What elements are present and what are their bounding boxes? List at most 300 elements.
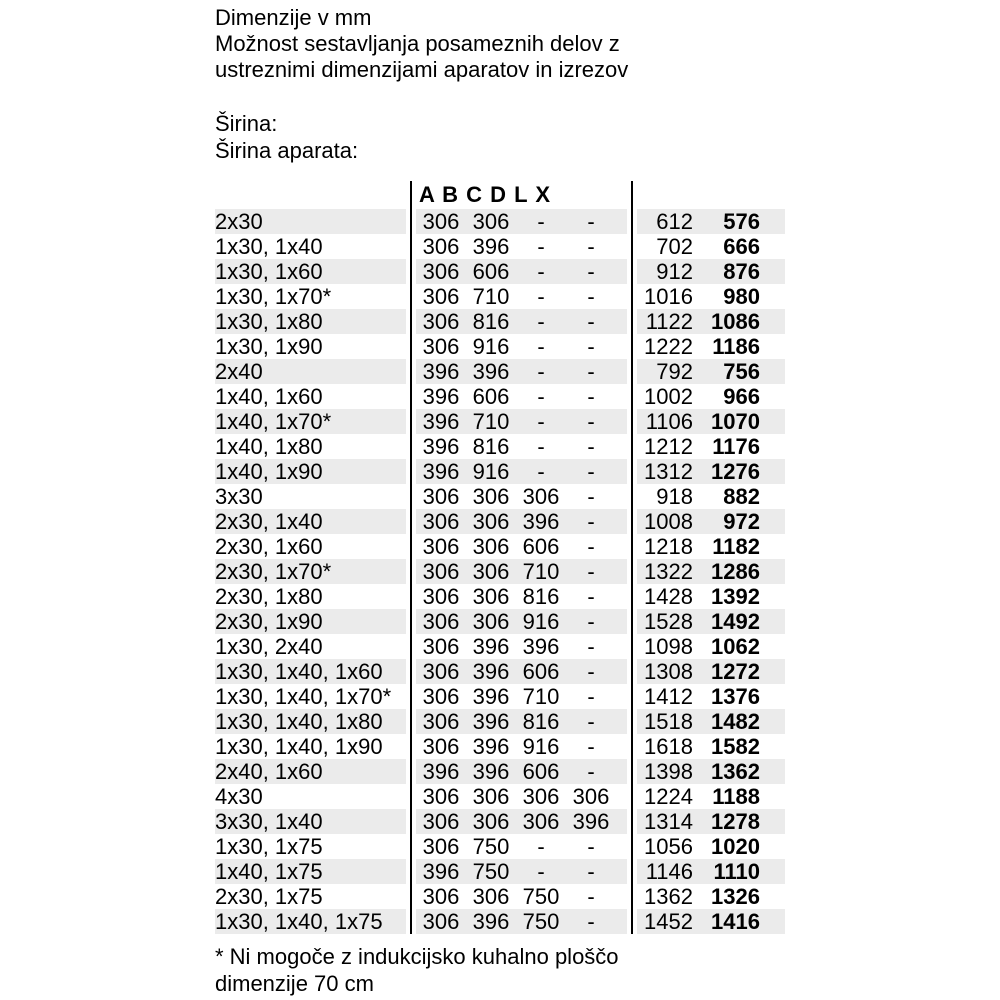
appliance-width-value: 972 — [693, 509, 760, 534]
col-b-value: 816 — [466, 309, 516, 334]
appliance-width-value: 1492 — [693, 609, 760, 634]
table-divider-line-right — [631, 181, 633, 934]
appliance-width-value: 1086 — [693, 309, 760, 334]
row-shading-filler — [616, 659, 627, 684]
col-a-value: 396 — [416, 359, 466, 384]
col-b-value: 306 — [472, 484, 510, 509]
col-a-value: 306 — [416, 609, 466, 634]
table-row — [215, 784, 785, 809]
combination-label: 1x30, 1x70* — [215, 284, 332, 309]
table-row — [215, 234, 785, 259]
col-c-value: - — [537, 284, 545, 309]
col-d-value: - — [566, 709, 616, 734]
row-shading-filler — [616, 809, 627, 834]
col-a-value: 396 — [416, 459, 466, 484]
column-header-letters: A B C D L X — [419, 182, 552, 207]
col-a-value: 306 — [422, 834, 460, 859]
col-a-value: 306 — [416, 209, 466, 234]
total-width-value: 1056 — [644, 834, 693, 859]
appliance-width-value: 1186 — [712, 334, 760, 359]
col-c-value: - — [537, 334, 545, 359]
appliance-width-value: 1362 — [693, 759, 760, 784]
col-d-value: - — [566, 309, 616, 334]
appliance-width-value: 876 — [693, 259, 760, 284]
table-row — [215, 459, 785, 484]
total-width-value: 918 — [656, 484, 693, 509]
col-c-value: - — [516, 409, 566, 434]
col-b-value: 396 — [466, 759, 516, 784]
row-shading-pad — [760, 209, 785, 234]
appliance-width-value: 1182 — [712, 534, 760, 559]
table-row — [215, 634, 785, 659]
col-b-value: 306 — [466, 559, 516, 584]
header-label-spacer — [215, 181, 406, 209]
total-width-value: 1122 — [637, 309, 693, 334]
appliance-width-value: 576 — [693, 209, 760, 234]
col-c-value: - — [516, 859, 566, 884]
header-right-spacer — [637, 181, 785, 209]
table-row — [215, 884, 785, 909]
total-width-value: 1362 — [644, 884, 693, 909]
width-label: Širina: — [215, 111, 278, 136]
col-c-value: - — [516, 309, 566, 334]
row-shading-filler — [616, 484, 627, 509]
total-width-value: 1528 — [637, 609, 693, 634]
col-d-value: - — [587, 334, 595, 359]
table-body — [215, 209, 785, 934]
col-c-value: 306 — [522, 484, 560, 509]
col-a-value: 306 — [422, 484, 460, 509]
row-shading-pad — [760, 284, 785, 309]
total-width-value: 792 — [637, 359, 693, 384]
total-width-value: 1222 — [644, 334, 693, 359]
combination-label: 2x30, 1x60 — [215, 534, 323, 559]
total-width-value: 1398 — [637, 759, 693, 784]
col-d-value: - — [587, 234, 595, 259]
table-row — [215, 684, 785, 709]
footnote — [215, 943, 619, 997]
col-d-value: - — [566, 609, 616, 634]
row-shading-filler — [616, 384, 627, 409]
col-a-value: 306 — [416, 909, 466, 934]
row-shading-filler — [616, 609, 627, 634]
col-d-value: - — [566, 759, 616, 784]
col-c-value: 606 — [522, 534, 560, 559]
appliance-width-value: 1272 — [693, 659, 760, 684]
col-d-value: - — [566, 559, 616, 584]
row-shading-filler — [616, 334, 627, 359]
table-row — [215, 659, 785, 684]
col-b-value: 396 — [466, 659, 516, 684]
col-d-value: - — [566, 509, 616, 534]
col-b-value: 396 — [466, 909, 516, 934]
row-shading-filler — [616, 834, 627, 859]
col-c-value: - — [537, 434, 545, 459]
col-c-value: 306 — [522, 784, 560, 809]
total-width-value: 912 — [637, 259, 693, 284]
col-d-value: - — [587, 534, 595, 559]
table-row — [215, 384, 785, 409]
combination-label: 1x30, 1x75 — [215, 834, 323, 859]
table-row — [215, 484, 785, 509]
table-row — [215, 559, 785, 584]
table-row — [215, 534, 785, 559]
col-d-value: - — [587, 434, 595, 459]
row-shading-pad — [760, 734, 785, 759]
table-row — [215, 259, 785, 284]
total-width-value: 1146 — [637, 859, 693, 884]
combination-label: 2x30, 1x75 — [215, 884, 323, 909]
appliance-width-value: 882 — [723, 484, 760, 509]
footnote-line-1: * Ni mogoče z indukcijsko kuhalno ploščo — [215, 944, 619, 969]
row-shading-filler — [616, 684, 627, 709]
table-row — [215, 809, 785, 834]
total-width-value: 1452 — [637, 909, 693, 934]
col-a-value: 306 — [422, 584, 460, 609]
col-b-value: 306 — [472, 884, 510, 909]
col-a-value: 396 — [416, 859, 466, 884]
col-a-value: 306 — [416, 259, 466, 284]
col-c-value: - — [537, 834, 545, 859]
col-a-value: 306 — [416, 559, 466, 584]
row-shading-filler — [616, 509, 627, 534]
combination-label: 1x30, 1x60 — [215, 259, 406, 284]
combination-label: 3x30, 1x40 — [215, 809, 406, 834]
total-width-value: 1618 — [644, 734, 693, 759]
col-c-value: - — [537, 234, 545, 259]
row-shading-pad — [760, 509, 785, 534]
row-shading-pad — [760, 309, 785, 334]
row-shading-pad — [760, 759, 785, 784]
col-b-value: 916 — [472, 334, 510, 359]
col-b-value: 306 — [466, 609, 516, 634]
row-shading-pad — [760, 634, 785, 659]
appliance-width-value: 1416 — [693, 909, 760, 934]
appliance-width-value: 966 — [723, 384, 760, 409]
col-d-value: - — [587, 834, 595, 859]
total-width-value: 1518 — [637, 709, 693, 734]
combination-label: 1x30, 1x40, 1x90 — [215, 734, 383, 759]
total-width-value: 702 — [656, 234, 693, 259]
appliance-width-value: 1326 — [711, 884, 760, 909]
combination-label: 1x40, 1x70* — [215, 409, 406, 434]
appliance-width-value: 1286 — [693, 559, 760, 584]
table-row — [215, 509, 785, 534]
row-shading-filler — [616, 884, 627, 909]
appliance-width-value: 1376 — [711, 684, 760, 709]
page-title — [215, 5, 628, 83]
row-shading-filler — [616, 759, 627, 784]
col-c-value: 396 — [516, 509, 566, 534]
row-shading-pad — [760, 534, 785, 559]
col-c-value: 816 — [522, 584, 560, 609]
title-line-1: Dimenzije v mm — [215, 5, 372, 30]
row-shading-filler — [616, 709, 627, 734]
appliance-width-value: 1020 — [711, 834, 760, 859]
appliance-width-value: 1276 — [693, 459, 760, 484]
row-shading-filler — [616, 784, 627, 809]
combination-label: 1x30, 1x90 — [215, 334, 323, 359]
table-row — [215, 584, 785, 609]
col-b-value: 396 — [466, 359, 516, 384]
col-b-value: 306 — [472, 534, 510, 559]
table-row — [215, 609, 785, 634]
col-c-value: 750 — [516, 909, 566, 934]
total-width-value: 1224 — [644, 784, 693, 809]
total-width-value: 1098 — [644, 634, 693, 659]
row-shading-pad — [760, 884, 785, 909]
row-shading-filler — [616, 534, 627, 559]
col-b-value: 396 — [466, 709, 516, 734]
table-row — [215, 859, 785, 884]
combination-label: 1x30, 2x40 — [215, 634, 323, 659]
appliance-width-value: 980 — [723, 284, 760, 309]
total-width-value: 1218 — [644, 534, 693, 559]
col-c-value: 916 — [516, 609, 566, 634]
col-a-value: 396 — [422, 434, 460, 459]
row-shading-pad — [760, 384, 785, 409]
table-row — [215, 709, 785, 734]
col-b-value: 750 — [472, 834, 510, 859]
appliance-width-value: 1188 — [712, 784, 760, 809]
total-width-value: 1212 — [644, 434, 693, 459]
col-d-value: - — [587, 484, 595, 509]
col-b-value: 396 — [472, 234, 510, 259]
col-a-value: 396 — [416, 409, 466, 434]
col-b-value: 606 — [472, 384, 510, 409]
appliance-width-value: 1392 — [711, 584, 760, 609]
row-shading-pad — [760, 484, 785, 509]
col-d-value: - — [587, 284, 595, 309]
col-d-value: - — [566, 859, 616, 884]
col-c-value: 606 — [516, 759, 566, 784]
row-shading-filler — [616, 359, 627, 384]
combination-label: 1x40, 1x75 — [215, 859, 406, 884]
table-row — [215, 909, 785, 934]
col-a-value: 306 — [416, 509, 466, 534]
col-d-value: - — [587, 684, 595, 709]
row-shading-pad — [760, 409, 785, 434]
col-a-value: 396 — [422, 384, 460, 409]
row-shading-filler — [616, 434, 627, 459]
col-b-value: 306 — [466, 809, 516, 834]
appliance-width-value: 1176 — [712, 434, 760, 459]
col-c-value: 750 — [522, 884, 560, 909]
col-b-value: 396 — [472, 684, 510, 709]
combination-label: 3x30 — [215, 484, 263, 509]
col-a-value: 306 — [416, 659, 466, 684]
col-b-value: 306 — [466, 509, 516, 534]
col-b-value: 710 — [472, 284, 510, 309]
col-a-value: 306 — [422, 534, 460, 559]
col-d-value: - — [587, 634, 595, 659]
table-header-row — [215, 181, 785, 209]
col-a-value: 306 — [422, 634, 460, 659]
row-shading-pad — [760, 809, 785, 834]
col-b-value: 750 — [466, 859, 516, 884]
row-shading-filler — [616, 234, 627, 259]
footnote-line-2: dimenzije 70 cm — [215, 971, 374, 996]
combination-label: 1x30, 1x40, 1x75 — [215, 909, 406, 934]
appliance-width-value: 1062 — [711, 634, 760, 659]
width-labels — [215, 110, 358, 164]
col-b-value: 306 — [466, 209, 516, 234]
table-row — [215, 209, 785, 234]
total-width-value: 1308 — [637, 659, 693, 684]
col-d-value: - — [587, 884, 595, 909]
table-row — [215, 759, 785, 784]
appliance-width-value: 1482 — [693, 709, 760, 734]
total-width-value: 1008 — [637, 509, 693, 534]
appliance-width-value: 1582 — [711, 734, 760, 759]
row-shading-filler — [616, 859, 627, 884]
col-d-value: - — [566, 359, 616, 384]
col-b-value: 606 — [466, 259, 516, 284]
combination-label: 2x30, 1x70* — [215, 559, 406, 584]
row-shading-pad — [760, 559, 785, 584]
col-c-value: - — [516, 259, 566, 284]
row-shading-pad — [760, 259, 785, 284]
col-b-value: 396 — [472, 634, 510, 659]
row-shading-pad — [760, 659, 785, 684]
combination-label: 1x30, 1x40, 1x60 — [215, 659, 406, 684]
col-c-value: - — [537, 384, 545, 409]
col-a-value: 306 — [422, 784, 460, 809]
row-shading-pad — [760, 359, 785, 384]
row-shading-pad — [760, 784, 785, 809]
col-c-value: 306 — [516, 809, 566, 834]
row-shading-filler — [616, 284, 627, 309]
row-shading-filler — [616, 459, 627, 484]
combination-label: 1x30, 1x40 — [215, 234, 323, 259]
col-a-value: 306 — [416, 709, 466, 734]
table-row — [215, 434, 785, 459]
row-shading-pad — [760, 834, 785, 859]
combination-label: 2x30, 1x80 — [215, 584, 323, 609]
col-d-value: 306 — [572, 784, 610, 809]
col-d-value: - — [587, 384, 595, 409]
col-c-value: - — [516, 209, 566, 234]
col-d-value: - — [587, 734, 595, 759]
col-b-value: 306 — [472, 584, 510, 609]
row-shading-filler — [616, 309, 627, 334]
col-a-value: 306 — [416, 809, 466, 834]
total-width-value: 1412 — [644, 684, 693, 709]
dimension-table — [215, 181, 785, 934]
table-row — [215, 834, 785, 859]
col-a-value: 306 — [422, 334, 460, 359]
col-c-value: 916 — [522, 734, 560, 759]
col-a-value: 396 — [416, 759, 466, 784]
row-shading-pad — [760, 584, 785, 609]
col-d-value: - — [566, 209, 616, 234]
col-c-value: - — [516, 359, 566, 384]
row-shading-filler — [616, 734, 627, 759]
col-d-value: - — [587, 584, 595, 609]
col-d-value: - — [566, 459, 616, 484]
combination-label: 2x40, 1x60 — [215, 759, 406, 784]
total-width-value: 1314 — [637, 809, 693, 834]
total-width-value: 1428 — [644, 584, 693, 609]
col-b-value: 396 — [472, 734, 510, 759]
col-d-value: 396 — [566, 809, 616, 834]
col-a-value: 306 — [422, 734, 460, 759]
row-shading-pad — [760, 709, 785, 734]
col-c-value: 710 — [522, 684, 560, 709]
combination-label: 1x30, 1x40, 1x70* — [215, 684, 392, 709]
table-row — [215, 334, 785, 359]
row-shading-filler — [616, 259, 627, 284]
row-shading-filler — [616, 909, 627, 934]
col-c-value: 816 — [516, 709, 566, 734]
row-shading-pad — [760, 859, 785, 884]
row-shading-pad — [760, 909, 785, 934]
col-c-value: - — [516, 459, 566, 484]
table-row — [215, 734, 785, 759]
col-d-value: - — [566, 659, 616, 684]
combination-label: 1x40, 1x80 — [215, 434, 323, 459]
title-line-3: ustreznimi dimenzijami aparatov in izrezov — [215, 57, 629, 82]
col-b-value: 816 — [472, 434, 510, 459]
row-shading-pad — [760, 434, 785, 459]
combination-label: 1x40, 1x90 — [215, 459, 406, 484]
total-width-value: 1016 — [644, 284, 693, 309]
appliance-width-value: 1070 — [693, 409, 760, 434]
appliance-width-value: 756 — [693, 359, 760, 384]
table-row — [215, 284, 785, 309]
combination-label: 2x30, 1x40 — [215, 509, 406, 534]
total-width-value: 1322 — [637, 559, 693, 584]
appliance-width-value: 1110 — [693, 859, 760, 884]
col-a-value: 306 — [422, 884, 460, 909]
col-b-value: 916 — [466, 459, 516, 484]
row-shading-filler — [616, 634, 627, 659]
appliance-width-value: 666 — [723, 234, 760, 259]
col-d-value: - — [566, 909, 616, 934]
col-a-value: 306 — [422, 684, 460, 709]
row-shading-pad — [760, 459, 785, 484]
title-line-2: Možnost sestavljanja posameznih delov z — [215, 31, 620, 56]
col-a-value: 306 — [422, 234, 460, 259]
col-c-value: 710 — [516, 559, 566, 584]
col-a-value: 306 — [416, 309, 466, 334]
col-c-value: 396 — [522, 634, 560, 659]
combination-label: 2x40 — [215, 359, 406, 384]
combination-label: 2x30, 1x90 — [215, 609, 406, 634]
table-divider-line-left — [410, 181, 412, 934]
col-b-value: 710 — [466, 409, 516, 434]
table-row — [215, 409, 785, 434]
combination-label: 4x30 — [215, 784, 263, 809]
row-shading-pad — [760, 234, 785, 259]
total-width-value: 612 — [637, 209, 693, 234]
row-shading-filler — [616, 584, 627, 609]
col-d-value: - — [566, 259, 616, 284]
col-c-value: 606 — [516, 659, 566, 684]
table-row — [215, 309, 785, 334]
row-shading-filler — [616, 559, 627, 584]
total-width-value: 1002 — [644, 384, 693, 409]
row-shading-filler — [616, 209, 627, 234]
row-shading-filler — [616, 409, 627, 434]
row-shading-pad — [760, 334, 785, 359]
total-width-value: 1312 — [637, 459, 693, 484]
row-shading-pad — [760, 684, 785, 709]
combination-label: 1x30, 1x40, 1x80 — [215, 709, 406, 734]
total-width-value: 1106 — [637, 409, 693, 434]
col-b-value: 306 — [472, 784, 510, 809]
combination-label: 1x30, 1x80 — [215, 309, 406, 334]
